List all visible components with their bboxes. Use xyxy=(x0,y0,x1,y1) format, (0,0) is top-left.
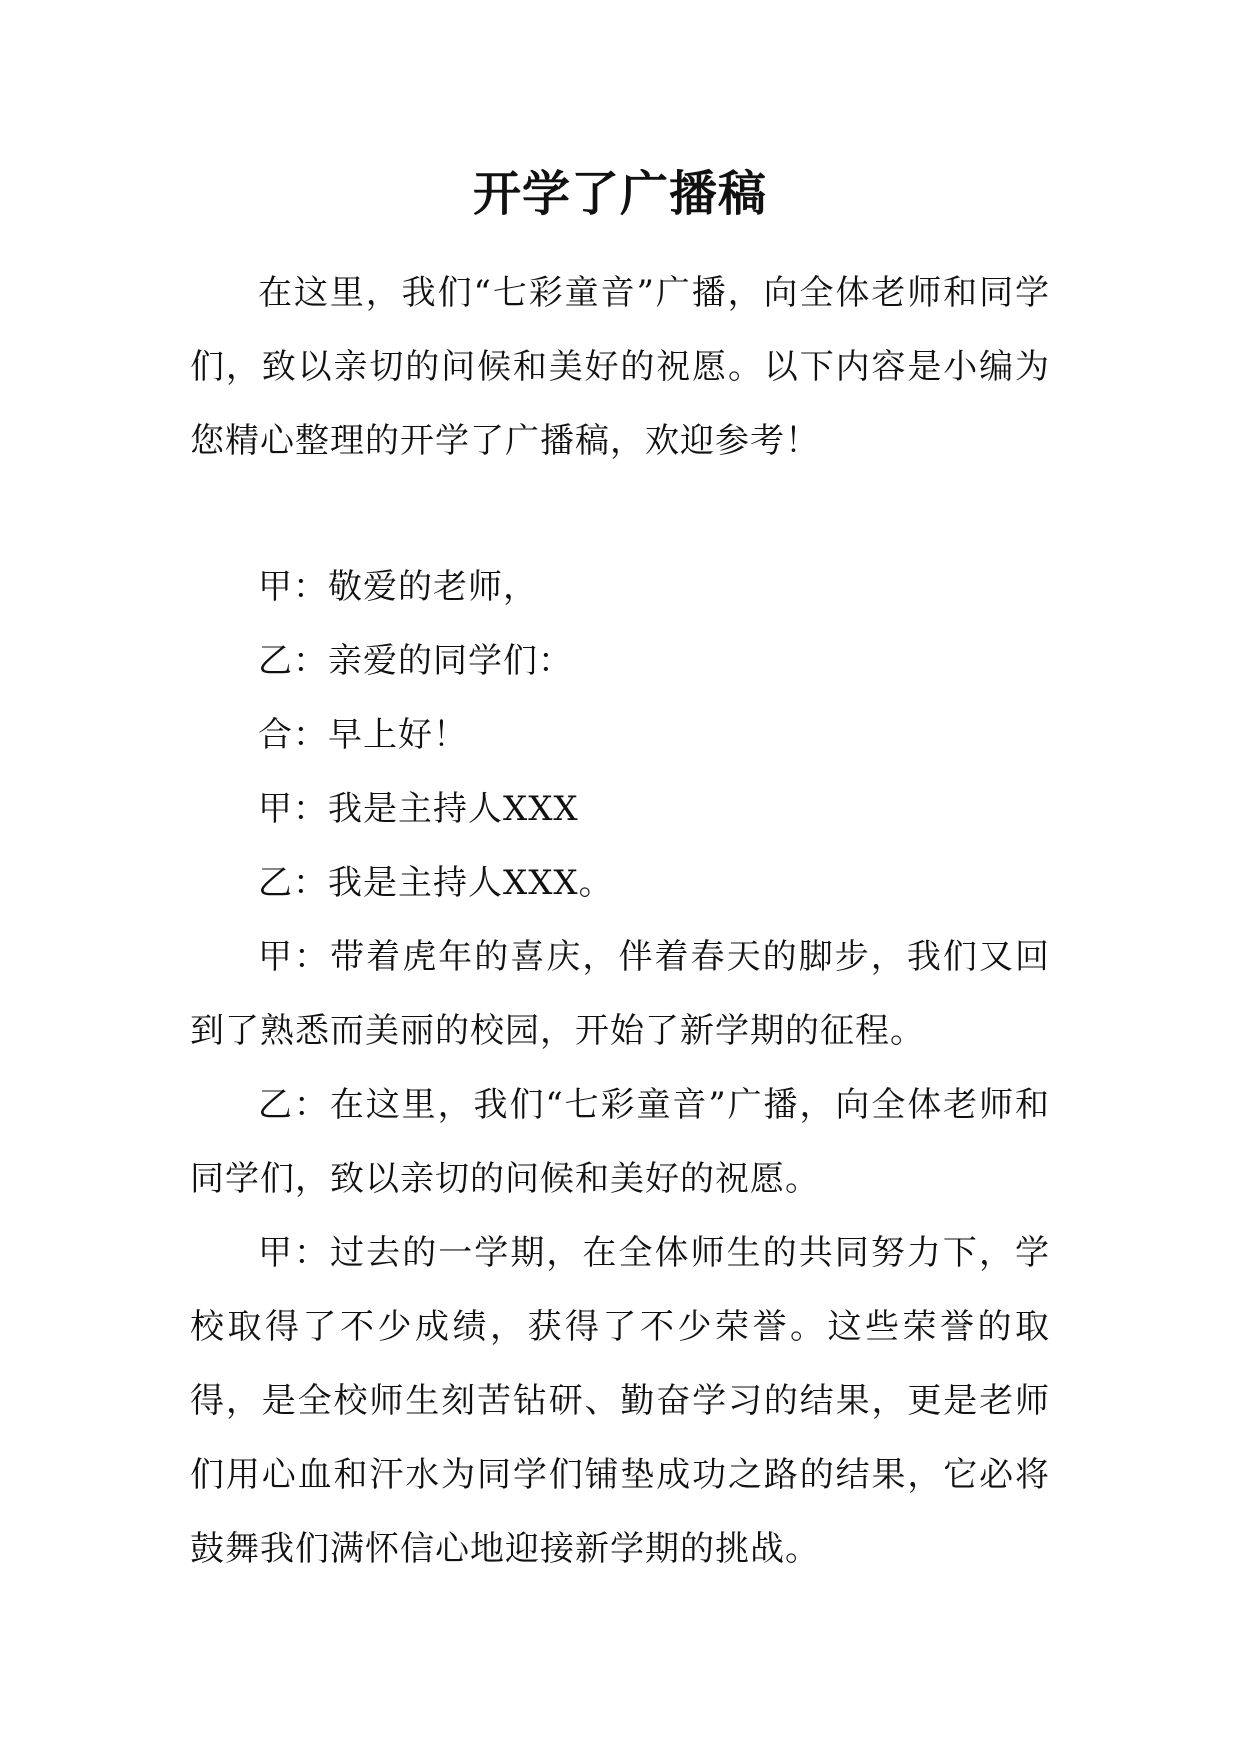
dialogue-section xyxy=(190,550,1050,1586)
script-paragraph-2: 乙：在这里，我们“七彩童音”广播，向全体老师和同学们，致以亲切的问候和美好的祝愿。 xyxy=(190,1085,1050,1199)
dialogue-line-4: 甲：我是主持人XXX xyxy=(258,789,579,829)
intro-section xyxy=(190,256,1050,478)
dialogue-line-3: 合：早上好！ xyxy=(258,715,468,755)
script-paragraph-3: 甲：过去的一学期，在全体师生的共同努力下，学校取得了不少成绩，获得了不少荣誉。这些荣誉的取得，是全校师生刻苦钻研、勤奋学习的结果，更是老师们用心血和汗水为同学们铺垫成功之路的结果，它必将鼓舞我们满怀信心地迎接新学期的挑战。 xyxy=(190,1233,1050,1569)
page-title: 开学了广播稿 xyxy=(472,166,767,222)
script-paragraph-1: 甲：带着虎年的喜庆，伴着春天的脚步，我们又回到了熟悉而美丽的校园，开始了新学期的征程。 xyxy=(190,937,1050,1051)
intro-paragraph: 在这里，我们“七彩童音”广播，向全体老师和同学们，致以亲切的问候和美好的祝愿。以下内容是小编为您精心整理的开学了广播稿，欢迎参考！ xyxy=(190,273,1050,461)
dialogue-line-1: 甲：敬爱的老师， xyxy=(258,567,538,607)
dialogue-line-2: 乙：亲爱的同学们： xyxy=(258,641,573,681)
dialogue-line-5: 乙：我是主持人XXX。 xyxy=(258,863,614,903)
